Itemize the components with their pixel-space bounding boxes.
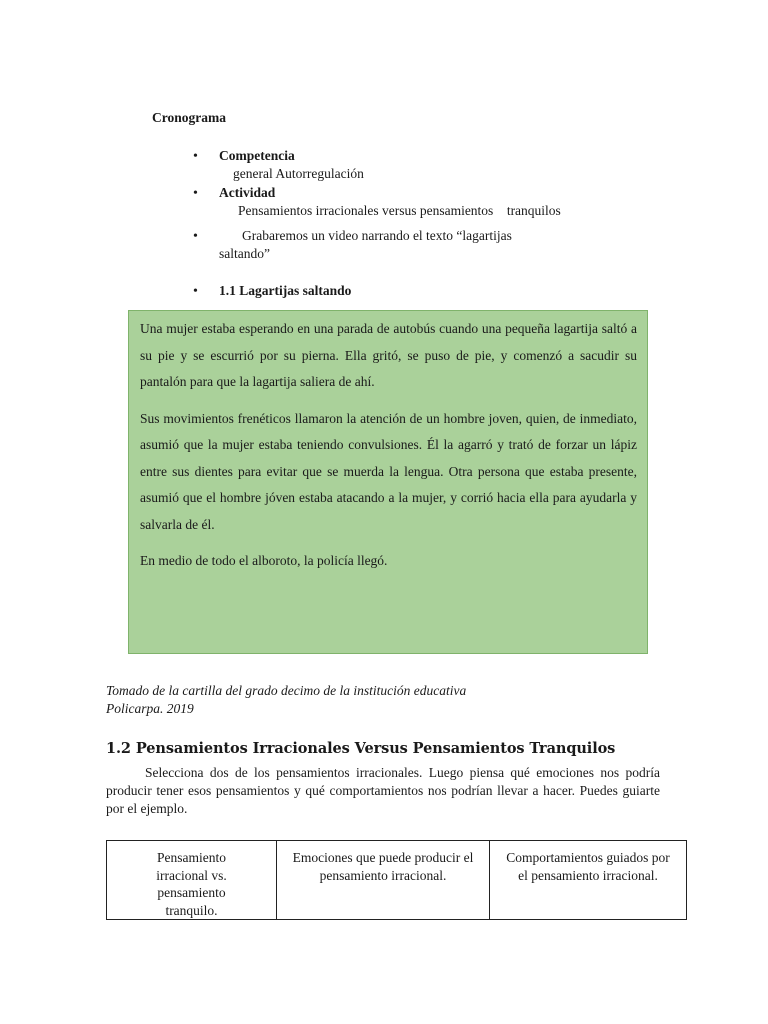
story-paragraph-3: En medio de todo el alboroto, la policía llegó. (140, 553, 388, 568)
item-video-line1: Grabaremos un video narrando el texto “lagartijas (242, 228, 512, 243)
item-actividad-detail: Pensamientos irracionales versus pensamientos tranquilos (238, 203, 561, 218)
source-citation (106, 682, 536, 718)
item-lagartijas-heading: 1.1 Lagartijas saltando (219, 283, 352, 298)
source-line-1: Tomado de la cartilla del grado decimo de la institución educativa (106, 683, 467, 698)
item-competencia-label: Competencia (219, 148, 295, 163)
cronograma-heading: Cronograma (152, 110, 226, 125)
section-heading: 1.2 Pensamientos Irracionales Versus Pensamientos Tranquilos (106, 740, 616, 757)
item-competencia-detail: general Autorregulación (233, 166, 364, 181)
source-line-2: Policarpa. 2019 (106, 701, 194, 716)
bullet-icon: • (193, 149, 198, 164)
story-box (128, 310, 648, 654)
story-paragraph-1: Una mujer estaba esperando en una parada de autobús cuando una pequeña lagartija saltó a su pie y se escurrió por su pierna. Ella gritó, se puso de pie, y comenzó a sacudir su pantalón para que la lagartija saliera de ahí. (140, 321, 637, 389)
section-intro: Selecciona dos de los pensamientos irracionales. Luego piensa qué emociones nos podría producir tener esos pensamientos y qué comportamientos nos podrían llevar a hacer. Puedes guiarte por el ejemplo. (106, 765, 660, 816)
bullet-icon: • (193, 186, 198, 201)
table-header-cell: Emociones que puede producir el pensamiento irracional. (277, 841, 490, 920)
bullet-icon: • (193, 229, 198, 244)
bullet-icon: • (193, 284, 198, 299)
table-header-cell: Pensamiento irracional vs. pensamiento tranquilo. (107, 841, 277, 920)
item-video-line2: saltando” (219, 246, 270, 261)
table-header-cell: Comportamientos guiados por el pensamiento irracional. (490, 841, 687, 920)
table-header-row (107, 841, 687, 920)
item-actividad-label: Actividad (219, 185, 276, 200)
story-paragraph-2: Sus movimientos frenéticos llamaron la atención de un hombre joven, quien, de inmediato, asumió que la mujer estaba teniendo convulsiones. Él la agarró y trató de forzar un lápiz entre sus dientes para evitar que se muerda la lengua. Otra persona que estaba presente, asumió que el hombre jóven estaba atacando a la mujer, y corrió hacia ella para ayudarla y salvarla de él. (140, 410, 637, 532)
thoughts-table (106, 840, 687, 920)
